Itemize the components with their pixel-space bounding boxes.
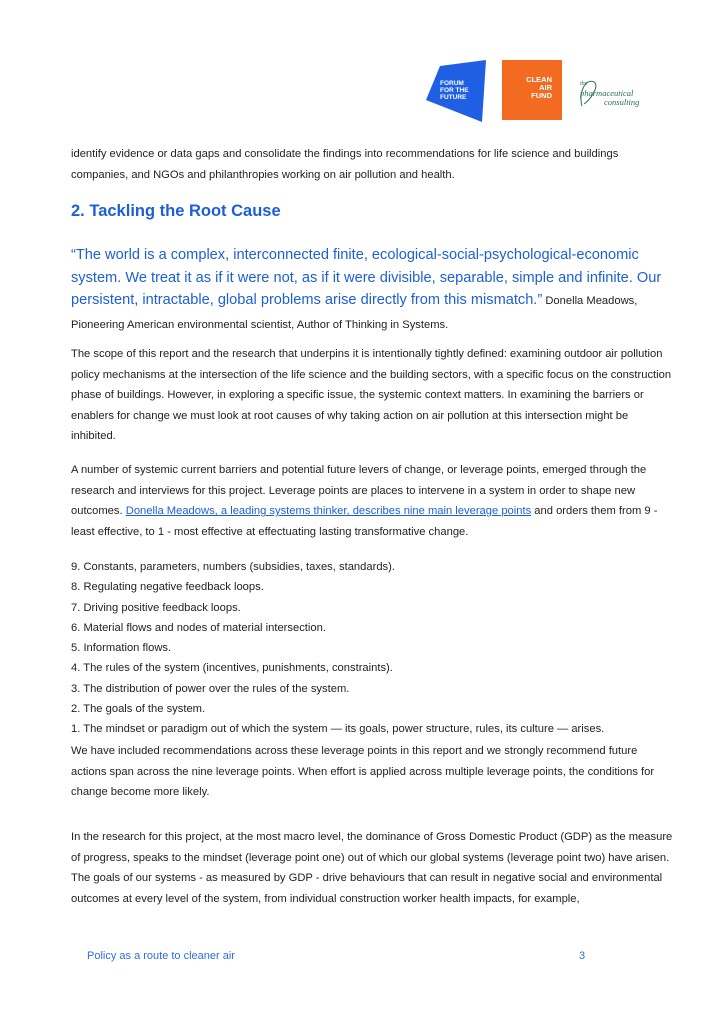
caf-logo-line3: FUND — [531, 91, 552, 100]
leverage-points-list — [71, 557, 675, 740]
intro-paragraph: identify evidence or data gaps and consolidate the findings into recommendations for life science and buildings companies, and NGOs and philanthropies working on air pollution and health. — [71, 148, 619, 181]
forum-logo-line1: FORUM — [440, 80, 464, 87]
gdp-paragraph: In the research for this project, at the most macro level, the dominance of Gross Domestic Product (GDP) as the measure of progress, speaks to the mindset (leverage point one) out of which our global systems (leverage point two) have arisen. The goals of our systems - as measured by GDP - drive behaviours that can result in negative social and environmental outcomes at every level of the system, from individual construction worker health impacts, for example, — [71, 831, 673, 905]
leverage-intro-paragraph — [71, 460, 675, 542]
leverage-intro-text: A number of systemic current barriers and potential future levers of change, or leverage points, emerged through the research and interviews for this project. Leverage points are places to intervene in a system in order to shape new outcomes. — [71, 464, 647, 518]
list-item: 4. The rules of the system (incentives, punishments, constraints). — [71, 662, 393, 675]
list-item: 5. Information flows. — [71, 642, 172, 655]
list-item: 3. The distribution of power over the rules of the system. — [71, 682, 350, 695]
quote-text: “The world is a complex, interconnected finite, ecological-social-psychological-economic system. We treat it as if it were not, as if it were divisible, separable, simple and infinite. Our persistent, intractable, global problems arise directly from this mismatch.” — [71, 247, 662, 308]
recommendations-paragraph: We have included recommendations across these leverage points in this report and we strongly recommend future actions span across the nine leverage points. When effort is applied across multiple leverage points, the conditions for change become more likely. — [71, 745, 655, 799]
list-item: 6. Material flows and nodes of material intersection. — [71, 621, 326, 634]
caf-logo-line1: CLEAN — [526, 75, 552, 84]
caf-logo-line2: AIR — [539, 83, 552, 92]
forum-logo-line2: FOR THE — [440, 87, 469, 94]
meadows-leverage-link[interactable]: Donella Meadows, a leading systems thinker, describes nine main leverage points — [125, 505, 532, 518]
pharma-logo-line1: the — [580, 81, 588, 87]
leverage-intro-text-end: and orders them from 9 - least effective, to 1 - most effective at effectuating lasting transformative change. — [71, 505, 658, 538]
list-item: 7. Driving positive feedback loops. — [71, 601, 241, 614]
partner-logos — [426, 58, 646, 124]
list-item: 8. Regulating negative feedback loops. — [71, 581, 264, 594]
section-heading: 2. Tackling the Root Cause — [71, 202, 281, 220]
pharma-logo-line2: pharmaceutical — [580, 88, 634, 98]
clean-air-fund-logo — [502, 60, 562, 120]
meadows-quote — [71, 244, 675, 336]
quote-attribution: Donella Meadows, Pioneering American environmental scientist, Author of Thinking in Systems. — [71, 295, 638, 331]
footer-page-number: 3 — [579, 950, 586, 962]
pharmaceutical-consulting-logo — [576, 72, 642, 112]
footer-document-title: Policy as a route to cleaner air — [87, 950, 235, 962]
pharma-logo-line3: consulting — [604, 97, 640, 107]
forum-for-the-future-logo — [426, 60, 488, 122]
list-item: 9. Constants, parameters, numbers (subsidies, taxes, standards). — [71, 561, 395, 573]
scope-paragraph: The scope of this report and the research that underpins it is intentionally tightly defined: examining outdoor air pollution policy mechanisms at the intersection of the life science and the building sectors, with a specific focus on the construction phase of buildings. However, in exploring a specific issue, the systemic context matters. In examining the barriers or enablers for change we must look at root causes of why taking action on air pollution at this intersection might be inhibited. — [71, 348, 672, 443]
forum-logo-line3: FUTURE — [440, 94, 467, 101]
list-item: 2. The goals of the system. — [71, 703, 206, 716]
list-item: 1. The mindset or paradigm out of which the system — its goals, power structure, rules, its culture — arises. — [71, 723, 605, 736]
